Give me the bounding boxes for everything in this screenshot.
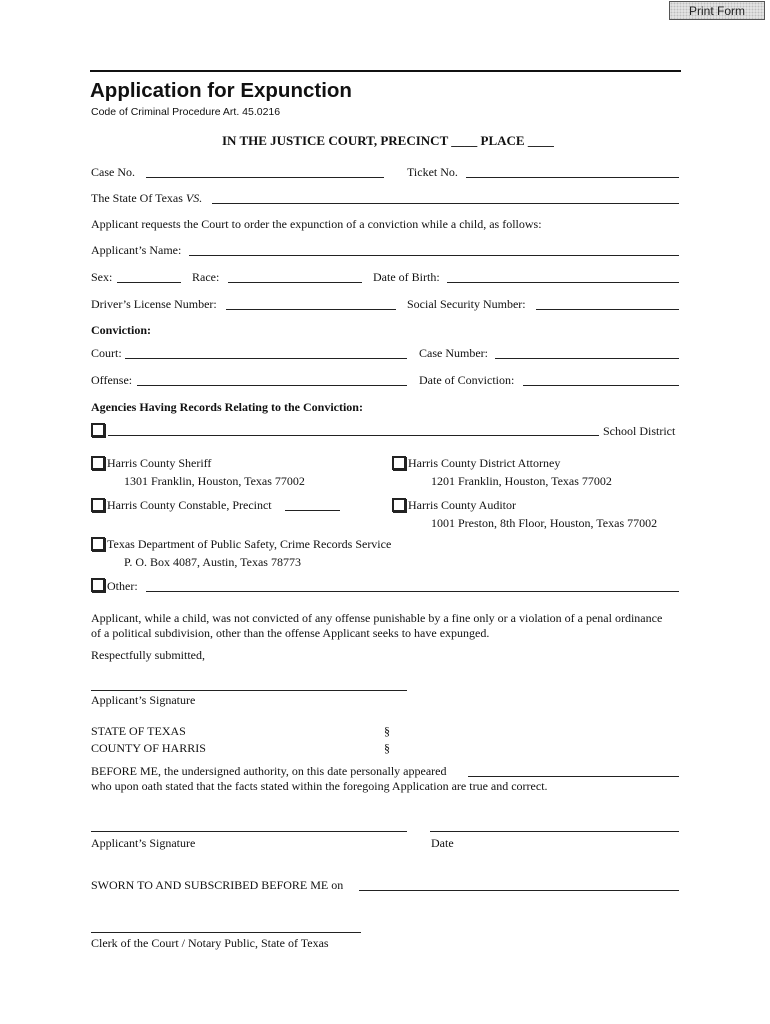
dps-name: Texas Department of Public Safety, Crime Records Service: [107, 537, 392, 551]
court-label: Court:: [91, 346, 122, 360]
district-attorney-address: 1201 Franklin, Houston, Texas 77002: [431, 474, 612, 488]
race-label: Race:: [192, 270, 220, 284]
dob-label: Date of Birth:: [373, 270, 440, 284]
clerk-signature-line[interactable]: [91, 932, 361, 933]
court-heading: IN THE JUSTICE COURT, PRECINCT ____ PLACE ____: [222, 133, 554, 148]
clerk-label: Clerk of the Court / Notary Public, State of Texas: [91, 936, 329, 950]
respectfully-submitted: Respectfully submitted,: [91, 648, 205, 662]
sex-field[interactable]: [117, 282, 181, 283]
page-title: Application for Expunction: [90, 79, 352, 102]
header-rule: [90, 70, 681, 72]
ssn-label: Social Security Number:: [407, 297, 526, 311]
sex-label: Sex:: [91, 270, 113, 284]
ssn-field[interactable]: [536, 309, 679, 310]
conviction-date-field[interactable]: [523, 385, 679, 386]
sworn-date-field[interactable]: [359, 890, 679, 891]
state-vs-label: [91, 191, 202, 206]
appeared-name-field[interactable]: [468, 776, 679, 777]
auditor-checkbox[interactable]: [392, 498, 406, 512]
applicant-name-label: Applicant’s Name:: [91, 243, 182, 257]
defendant-field[interactable]: [212, 203, 679, 204]
case-number-label: Case Number:: [419, 346, 488, 360]
statement-line-2: of a political subdivision, other than the offense Applicant seeks to have expunged.: [91, 626, 490, 640]
oath-line-2: who upon oath stated that the facts stated within the foregoing Application are true and correct.: [91, 779, 548, 793]
section-symbol-2: §: [384, 741, 390, 755]
sheriff-address: 1301 Franklin, Houston, Texas 77002: [124, 474, 305, 488]
other-field[interactable]: [146, 591, 679, 592]
venue-state: STATE OF TEXAS: [91, 724, 186, 738]
auditor-name: Harris County Auditor: [408, 498, 516, 512]
dob-field[interactable]: [447, 282, 679, 283]
auditor-address: 1001 Preston, 8th Floor, Houston, Texas 77002: [431, 516, 658, 530]
print-form-button[interactable]: Print Form: [669, 1, 765, 20]
date-line[interactable]: [430, 831, 679, 832]
ticket-no-label: Ticket No.: [407, 165, 458, 179]
applicant-name-field[interactable]: [189, 255, 679, 256]
date-label: Date: [431, 836, 454, 850]
ticket-no-field[interactable]: [466, 177, 679, 178]
drivers-license-field[interactable]: [226, 309, 396, 310]
intro-text: Applicant requests the Court to order the expunction of a conviction while a child, as follows:: [91, 217, 542, 231]
school-district-label: School District: [603, 424, 676, 438]
sworn-label: SWORN TO AND SUBSCRIBED BEFORE ME on: [91, 878, 344, 892]
final-signature-line[interactable]: [91, 831, 407, 832]
applicant-signature-line[interactable]: [91, 690, 407, 691]
sheriff-checkbox[interactable]: [91, 456, 105, 470]
case-no-label: Case No.: [91, 165, 135, 179]
school-district-field[interactable]: [108, 435, 599, 436]
oath-line-1: BEFORE ME, the undersigned authority, on this date personally appeared: [91, 764, 447, 778]
constable-name: Harris County Constable, Precinct: [107, 498, 272, 512]
case-number-field[interactable]: [495, 358, 679, 359]
conviction-heading: Conviction:: [91, 323, 151, 337]
page-subtitle: Code of Criminal Procedure Art. 45.0216: [91, 106, 281, 118]
vs-label: VS.: [185, 191, 203, 205]
state-label: The State Of Texas: [91, 191, 183, 205]
offense-label: Offense:: [91, 373, 133, 387]
drivers-license-label: Driver’s License Number:: [91, 297, 217, 311]
district-attorney-name: Harris County District Attorney: [408, 456, 561, 470]
dps-address: P. O. Box 4087, Austin, Texas 78773: [124, 555, 301, 569]
constable-precinct-field[interactable]: [285, 510, 340, 511]
statement-line-1: Applicant, while a child, was not convicted of any offense punishable by a fine only or a violation of a penal ordinance: [91, 611, 663, 625]
court-field[interactable]: [125, 358, 407, 359]
section-symbol-1: §: [384, 724, 390, 738]
sheriff-name: Harris County Sheriff: [107, 456, 212, 470]
constable-checkbox[interactable]: [91, 498, 105, 512]
offense-field[interactable]: [137, 385, 407, 386]
district-attorney-checkbox[interactable]: [392, 456, 406, 470]
agencies-heading: Agencies Having Records Relating to the Conviction:: [91, 400, 363, 414]
race-field[interactable]: [228, 282, 362, 283]
other-label: Other:: [107, 579, 138, 593]
conviction-date-label: Date of Conviction:: [419, 373, 515, 387]
school-district-checkbox[interactable]: [91, 423, 105, 437]
dps-checkbox[interactable]: [91, 537, 105, 551]
case-no-field[interactable]: [146, 177, 384, 178]
final-signature-label: Applicant’s Signature: [91, 836, 196, 850]
venue-county: COUNTY OF HARRIS: [91, 741, 206, 755]
applicant-signature-label: Applicant’s Signature: [91, 693, 196, 707]
other-checkbox[interactable]: [91, 578, 105, 592]
